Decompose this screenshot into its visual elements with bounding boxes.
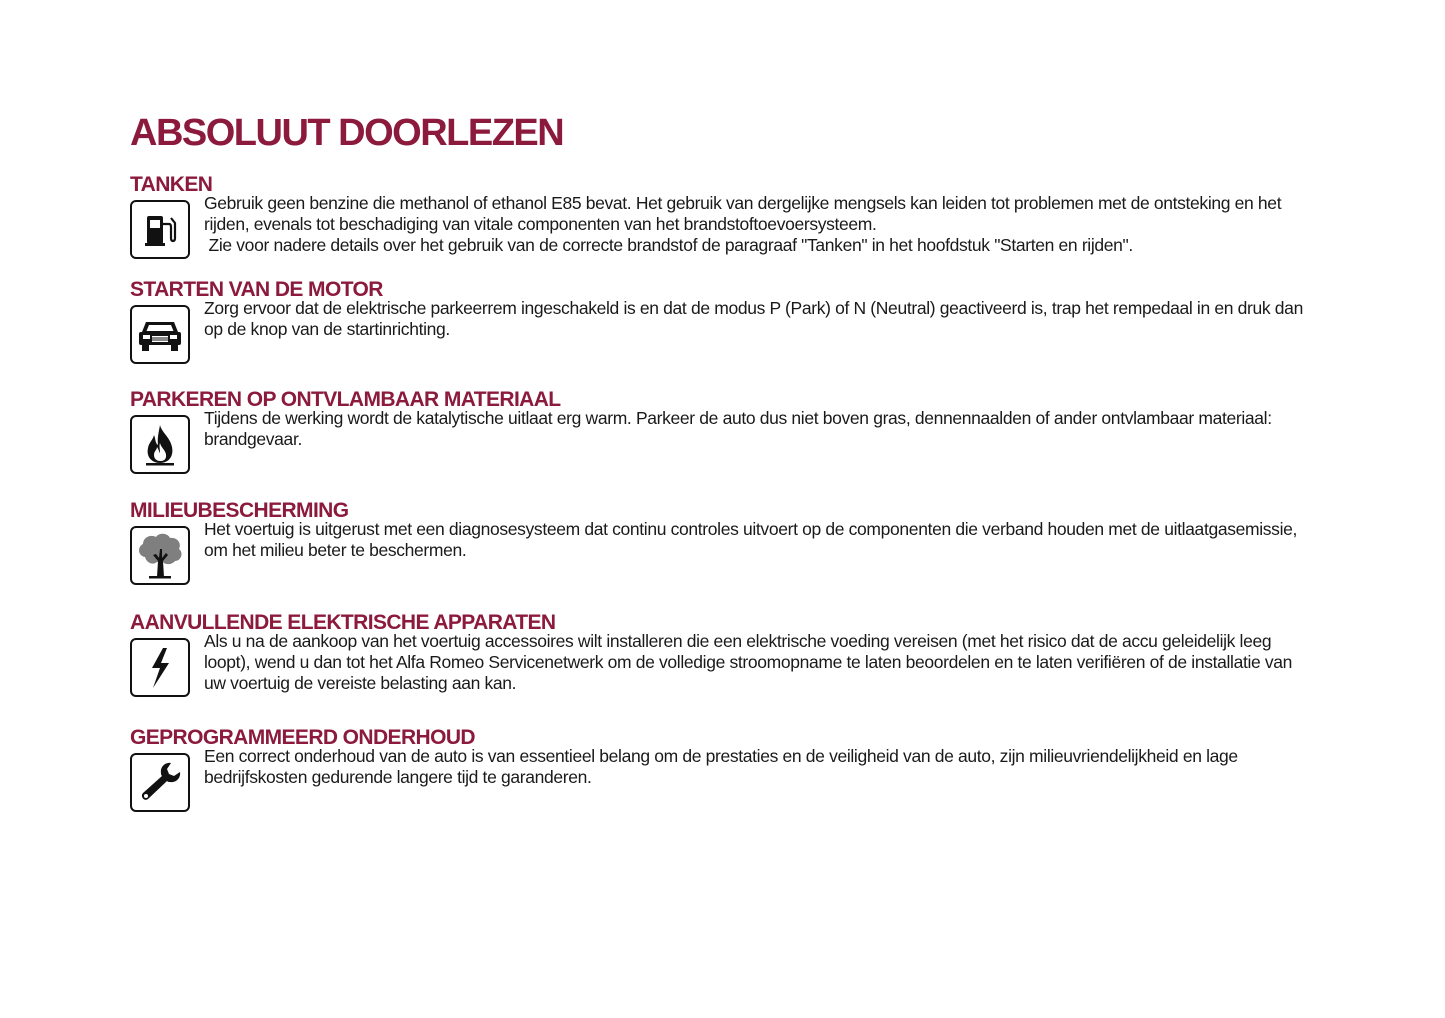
wrench-icon (130, 753, 190, 812)
section-milieu (130, 499, 1330, 560)
page-title: ABSOLUUT DOORLEZEN (130, 112, 564, 154)
section-text (204, 408, 1324, 450)
text-line: uw voertuig de vereiste belasting aan kan. (204, 673, 517, 693)
section-heading: PARKEREN OP ONTVLAMBAAR MATERIAAL (130, 388, 561, 411)
section-elektrisch (130, 611, 1330, 693)
text-line: bedrijfskosten gedurende langere tijd te garanderen. (204, 767, 592, 787)
section-heading: STARTEN VAN DE MOTOR (130, 278, 383, 301)
section-text (204, 298, 1324, 340)
section-text (204, 746, 1324, 788)
text-line: Als u na de aankoop van het voertuig accessoires wilt installeren die een elektrische voeding vereisen (met het risico dat de accu geleidelijk leeg (204, 631, 1272, 651)
text-line: Zorg ervoor dat de elektrische parkeerrem ingeschakeld is en dat de modus P (Park) of N (Neutral) geactiveerd is, trap het rempedaal in en druk dan (204, 298, 1303, 318)
text-line: rijden, evenals tot beschadiging van vitale componenten van het brandstoftoevoersysteem. (204, 214, 877, 234)
text-line: om het milieu beter te beschermen. (204, 540, 467, 560)
section-heading: AANVULLENDE ELEKTRISCHE APPARATEN (130, 611, 556, 634)
text-line: Het voertuig is uitgerust met een diagnosesysteem dat continu controles uitvoert op de componenten die verband houden met de uitlaatgasemissie, (204, 519, 1297, 539)
section-text (204, 193, 1324, 256)
text-line: Gebruik geen benzine die methanol of ethanol E85 bevat. Het gebruik van dergelijke mengsels kan leiden tot problemen met de ontsteking en het (204, 193, 1282, 213)
section-text (204, 631, 1324, 694)
flame-icon (130, 415, 190, 474)
section-parkeren (130, 388, 1330, 449)
text-line: Zie voor nadere details over het gebruik van de correcte brandstof de paragraaf "Tanken" in het hoofdstuk "Starten en rijden". (204, 235, 1133, 255)
section-starten (130, 278, 1330, 339)
tree-icon (130, 526, 190, 585)
text-line: op de knop van de startinrichting. (204, 319, 450, 339)
section-heading: TANKEN (130, 173, 213, 196)
fuel-pump-icon (130, 200, 190, 259)
text-line: brandgevaar. (204, 429, 302, 449)
section-heading: GEPROGRAMMEERD ONDERHOUD (130, 726, 475, 749)
section-text (204, 519, 1324, 561)
section-onderhoud (130, 726, 1330, 787)
section-tanken (130, 173, 1330, 255)
text-line: loopt), wend u dan tot het Alfa Romeo Servicenetwerk om de volledige stroomopname te laten beoordelen en te laten verifiëren of de installatie van (204, 652, 1293, 672)
lightning-bolt-icon (130, 638, 190, 697)
section-heading: MILIEUBESCHERMING (130, 499, 349, 522)
text-line: Een correct onderhoud van de auto is van essentieel belang om de prestaties en de veiligheid van de auto, zijn milieuvriendelijkheid en lage (204, 746, 1238, 766)
text-line: Tijdens de werking wordt de katalytische uitlaat erg warm. Parkeer de auto dus niet boven gras, dennennaalden of ander ontvlambaar materiaal: (204, 408, 1272, 428)
car-front-icon (130, 305, 190, 364)
